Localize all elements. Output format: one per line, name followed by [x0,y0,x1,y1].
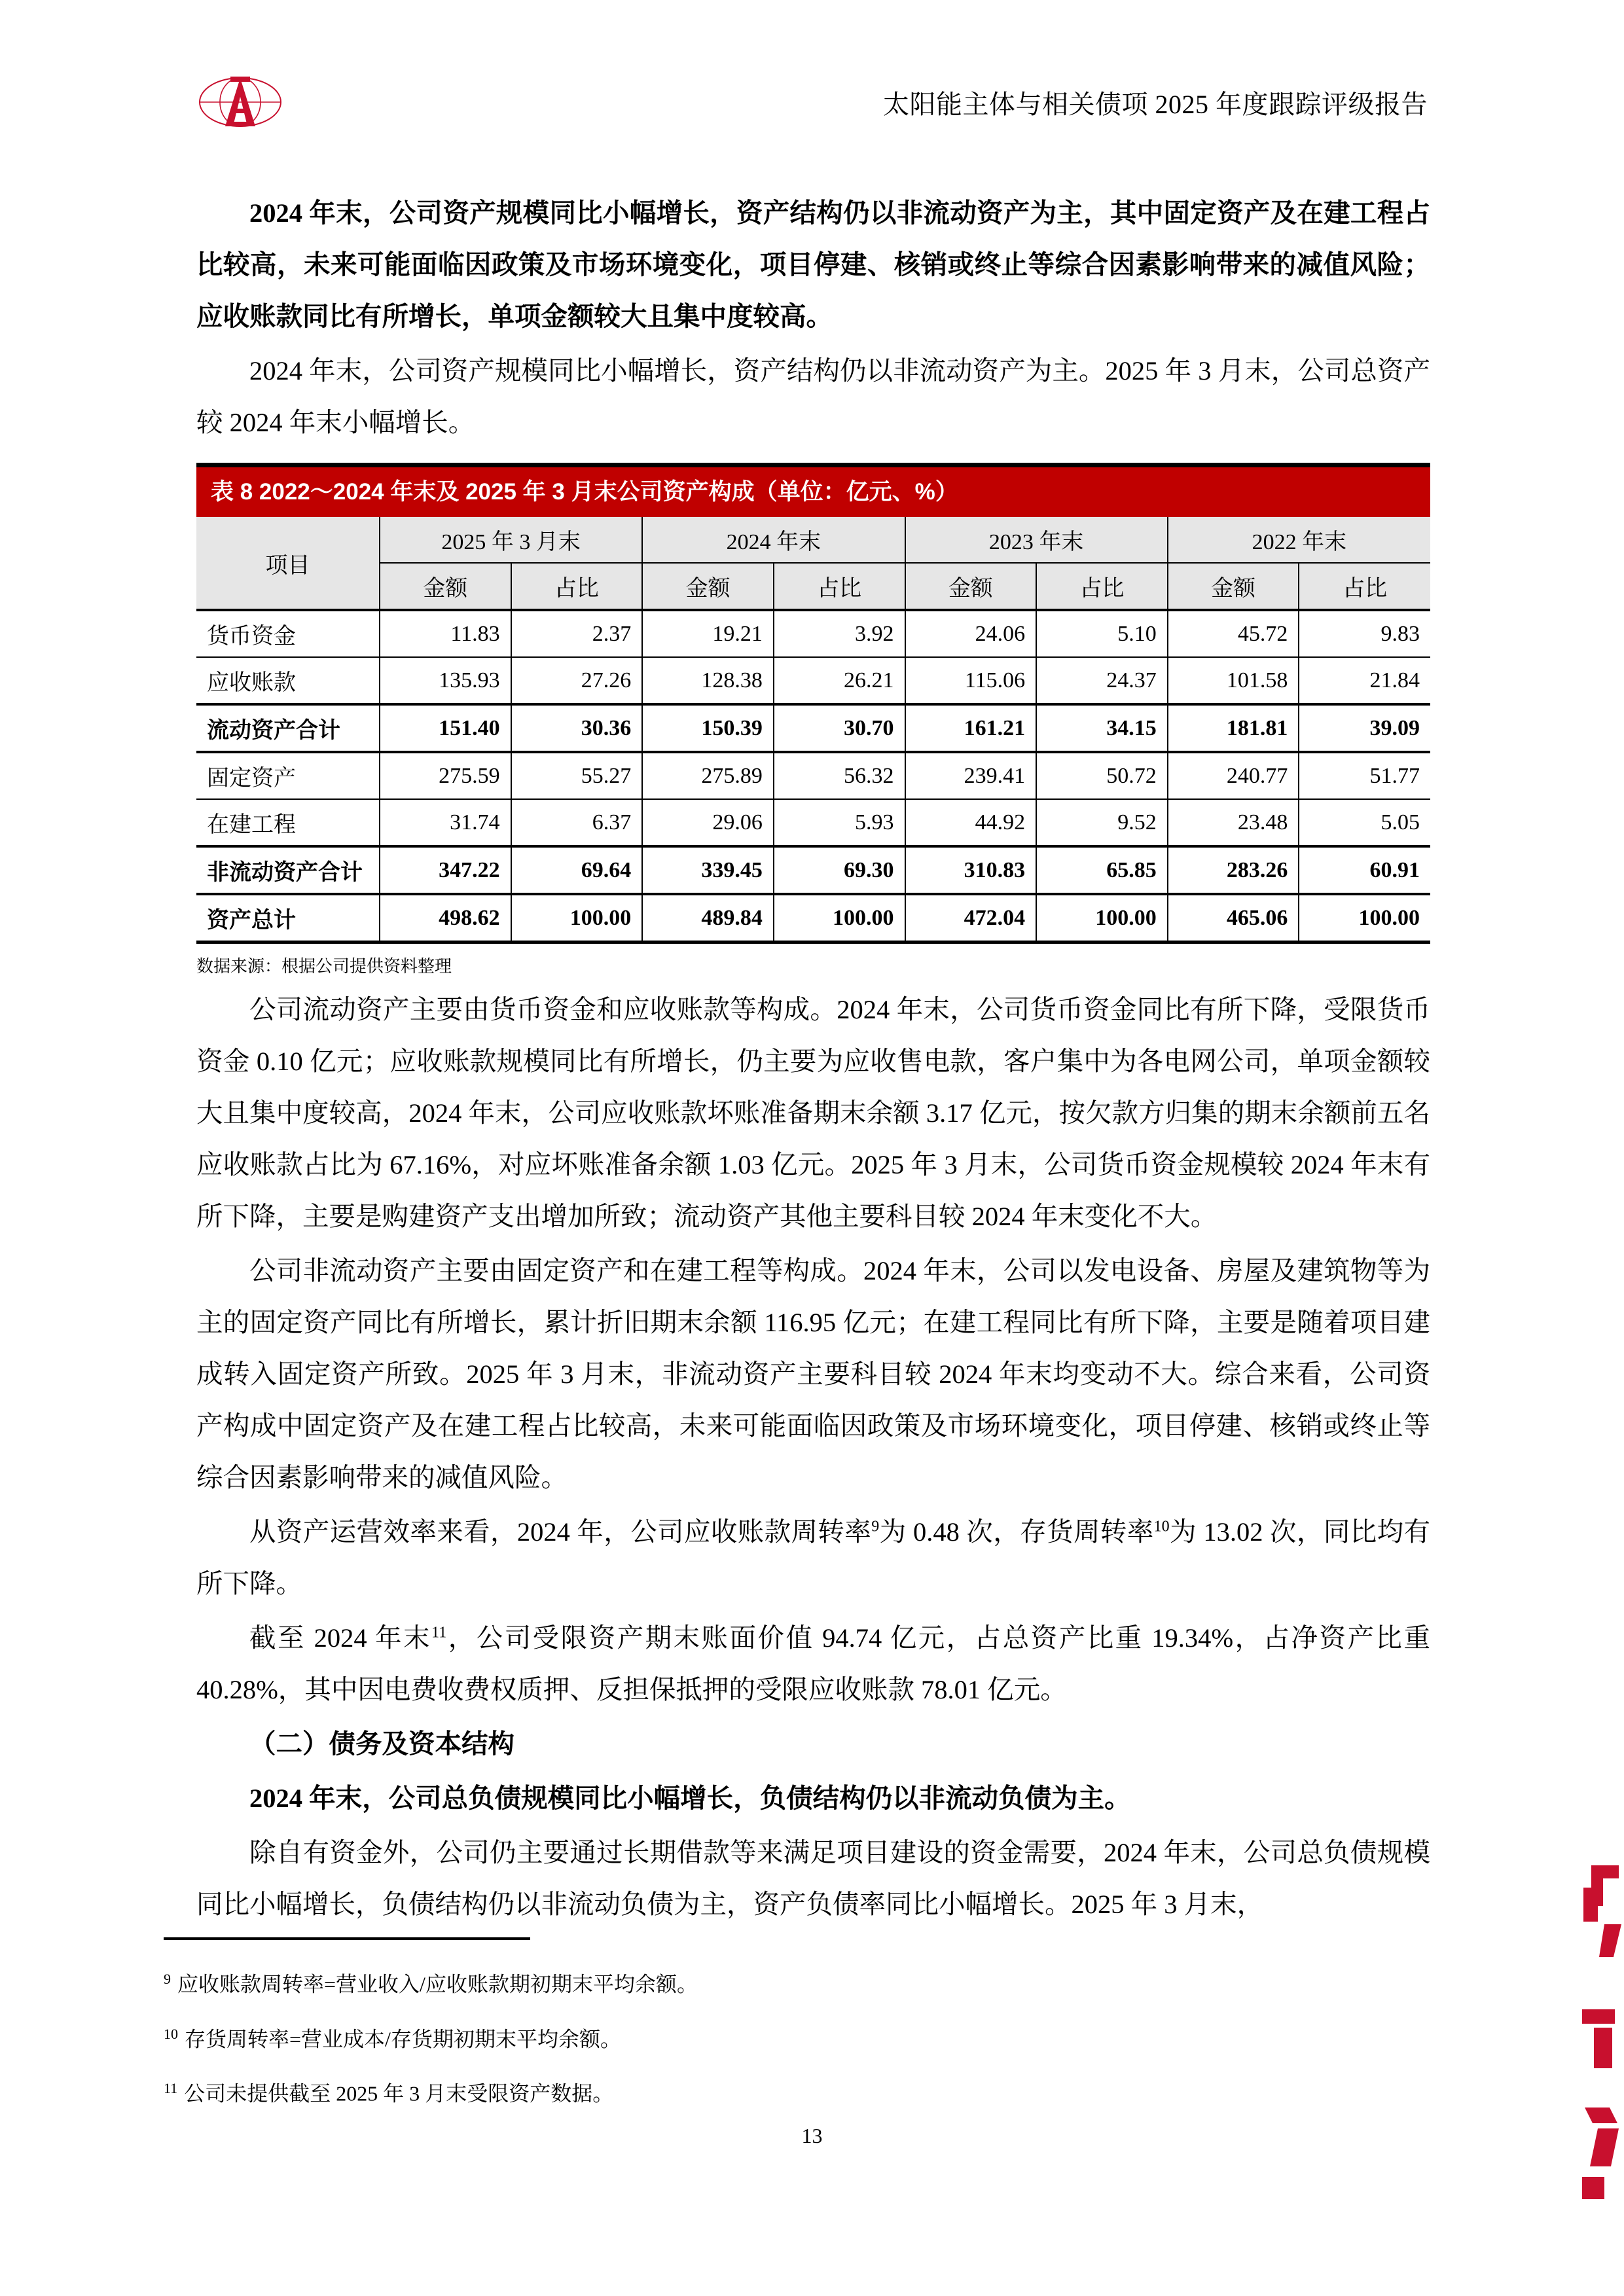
table-cell: 347.22 [380,846,511,894]
table-cell: 31.74 [380,799,511,846]
table-cell: 60.91 [1299,846,1430,894]
table-header-row-periods [196,517,1430,563]
table-cell: 9.83 [1299,610,1430,657]
footnote-ref-10[interactable]: 10 [1153,1518,1170,1535]
lead-bold-paragraph: 2024 年末，公司资产规模同比小幅增长，资产结构仍以非流动资产为主，其中固定资产及在建工程占比较高，未来可能面临因政策及市场环境变化，项目停建、核销或终止等综合因素影响带来的减值风险；应收账款同比有所增长，单项金额较大且集中度较高。 [196,198,1430,331]
table-cell: 19.21 [642,610,774,657]
table-subcol-share-1: 占比 [774,563,905,610]
table-col-period-3: 2022 年末 [1168,517,1430,563]
table-col-period-2: 2023 年末 [905,517,1168,563]
table-cell: 181.81 [1168,704,1299,752]
paragraph-1: 2024 年末，公司资产规模同比小幅增长，资产结构仍以非流动资产为主。2025 年 3 月末，公司总资产较 2024 年末小幅增长。 [196,356,1430,437]
paragraph-4-text-b: 为 0.48 次，存货周转率 [879,1517,1154,1547]
table-row [196,799,1430,846]
paragraph-2: 公司流动资产主要由货币资金和应收账款等构成。2024 年末，公司货币资金同比有所下降，受限货币资金 0.10 亿元；应收账款规模同比有所增长，仍主要为应收售电款，客户集中为各电网公司，单项金额较大且集中度较高，2024 年末，公司应收账款坏账准备期末余额 3.17 亿元，按欠款方归集的期末余额前五名应收账款占比为 67.16%，对应坏账准备余额 1.03 亿元。2025 年 3 月末，公司货币资金规模较 2024 年末有所下降，主要是购建资产支出增加所致；流动资产其他主要科目较 2024 年末变化不大。 [196,995,1430,1231]
footnote-item [164,1958,1440,2005]
table-cell: 101.58 [1168,657,1299,704]
table-cell: 27.26 [511,657,643,704]
table-cell: 6.37 [511,799,643,846]
table-cell: 100.00 [1036,894,1168,942]
paragraph-4 [196,1506,1430,1609]
table-row [196,894,1430,942]
table-row-label: 应收账款 [196,657,380,704]
table-row-label: 流动资产合计 [196,704,380,752]
table-cell: 5.05 [1299,799,1430,846]
table-cell: 100.00 [1299,894,1430,942]
table-cell: 100.00 [511,894,643,942]
table-cell: 39.09 [1299,704,1430,752]
table-subcol-share-2: 占比 [1036,563,1168,610]
table-source-note: 数据来源：根据公司提供资料整理 [196,957,452,976]
footnote-list [164,1958,1440,2115]
asset-composition-table-block [196,463,1430,977]
table-cell: 34.15 [1036,704,1168,752]
table-cell: 45.72 [1168,610,1299,657]
table-cell: 472.04 [905,894,1037,942]
table-cell: 151.40 [380,704,511,752]
table-cell: 5.10 [1036,610,1168,657]
table-cell: 100.00 [774,894,905,942]
table-cell: 128.38 [642,657,774,704]
table-cell: 283.26 [1168,846,1299,894]
table-cell: 239.41 [905,752,1037,799]
table-row-label: 固定资产 [196,752,380,799]
table-cell: 465.06 [1168,894,1299,942]
table-row [196,704,1430,752]
footnote-area [164,1937,1440,2123]
table-col-period-1: 2024 年末 [642,517,905,563]
table-cell: 29.06 [642,799,774,846]
page-header [196,63,1428,141]
table-cell: 51.77 [1299,752,1430,799]
table-cell: 3.92 [774,610,905,657]
table-cell: 5.93 [774,799,905,846]
footnote-text: 存货周转率=营业成本/存货期初期末平均余额。 [185,2027,621,2051]
footnote-ref-11[interactable]: 11 [431,1624,447,1641]
table-row-label: 货币资金 [196,610,380,657]
paragraph-5-text-b: ，公司受限资产期末账面价值 94.74 亿元，占总资产比重 19.34%，占净资产比重 40.28%，其中因电费收费权质押、反担保抵押的受限应收账款 78.01 亿元。 [196,1623,1430,1704]
company-logo-icon [196,69,285,135]
table-cell: 50.72 [1036,752,1168,799]
table-cell: 11.83 [380,610,511,657]
table-row [196,752,1430,799]
footnote-marker: 9 [164,1971,171,1987]
footnote-ref-9[interactable]: 9 [871,1518,880,1535]
footnote-text: 应收账款周转率=营业收入/应收账款期初期末平均余额。 [177,1972,698,1996]
table-cell: 240.77 [1168,752,1299,799]
table-subcol-amount-3: 金额 [1168,563,1299,610]
table-row [196,846,1430,894]
edge-decoration [1578,1859,1624,2225]
table-subcol-share-3: 占比 [1299,563,1430,610]
table-subcol-amount-0: 金额 [380,563,511,610]
table-cell: 30.36 [511,704,643,752]
table-cell: 65.85 [1036,846,1168,894]
table-cell: 115.06 [905,657,1037,704]
table-head [196,517,1430,610]
table-row [196,610,1430,657]
table-col-item: 项目 [196,517,380,610]
table-cell: 55.27 [511,752,643,799]
table-cell: 24.06 [905,610,1037,657]
table-cell: 69.64 [511,846,643,894]
table-row-label: 在建工程 [196,799,380,846]
footnote-marker: 11 [164,2080,178,2097]
page-number: 13 [801,2124,823,2147]
table-cell: 161.21 [905,704,1037,752]
paragraph-3: 公司非流动资产主要由固定资产和在建工程等构成。2024 年末，公司以发电设备、房屋及建筑物等为主的固定资产同比有所增长，累计折旧期末余额 116.95 亿元；在建工程同比有所下降，主要是随着项目建成转入固定资产所致。2025 年 3 月末，非流动资产主要科目较 2024 年末均变动不大。综合来看，公司资产构成中固定资产及在建工程占比较高，未来可能面临因政策及市场环境变化，项目停建、核销或终止等综合因素影响带来的减值风险。 [196,1256,1430,1492]
table-cell: 56.32 [774,752,905,799]
table-cell: 24.37 [1036,657,1168,704]
footnote-marker: 10 [164,2025,178,2042]
table-cell: 275.59 [380,752,511,799]
footnote-separator [164,1937,530,1940]
paragraph-4-text-c: 为 13.02 次，同比均有所下降。 [196,1517,1431,1598]
footnote-item [164,2013,1440,2060]
table-header-row-subcols [196,563,1430,610]
table-cell: 30.70 [774,704,905,752]
table-cell: 44.92 [905,799,1037,846]
table-cell: 2.37 [511,610,643,657]
table-title: 表 8 2022～2024 年末及 2025 年 3 月末公司资产构成（单位：亿元、%） [196,463,1430,517]
paragraph-5-text-a: 截至 2024 年末 [249,1623,432,1653]
main-content [196,187,1430,1933]
paragraph-4-text-a: 从资产运营效率来看，2024 年，公司应收账款周转率 [249,1517,872,1547]
paragraph-6: 除自有资金外，公司仍主要通过长期借款等来满足项目建设的资金需要，2024 年末，公司总负债规模同比小幅增长，负债结构仍以非流动负债为主，资产负债率同比小幅增长。2025 年 3 月末， [196,1838,1430,1919]
footnote-text: 公司未提供截至 2025 年 3 月末受限资产数据。 [184,2081,614,2106]
table-cell: 23.48 [1168,799,1299,846]
footnote-item [164,2068,1440,2115]
table-subcol-amount-1: 金额 [642,563,774,610]
section-heading-debt-capital-structure: （二）债务及资本结构 [249,1729,514,1759]
table-row-label: 资产总计 [196,894,380,942]
table-subcol-share-0: 占比 [511,563,643,610]
table-subcol-amount-2: 金额 [905,563,1037,610]
table-cell: 150.39 [642,704,774,752]
table-row-label: 非流动资产合计 [196,846,380,894]
table-cell: 339.45 [642,846,774,894]
table-cell: 69.30 [774,846,905,894]
asset-composition-table [196,517,1430,944]
table-cell: 21.84 [1299,657,1430,704]
lead-bold-paragraph-2: 2024 年末，公司总负债规模同比小幅增长，负债结构仍以非流动负债为主。 [249,1784,1131,1813]
table-cell: 489.84 [642,894,774,942]
table-cell: 275.89 [642,752,774,799]
table-col-period-0: 2025 年 3 月末 [380,517,642,563]
table-cell: 26.21 [774,657,905,704]
table-cell: 9.52 [1036,799,1168,846]
table-cell: 310.83 [905,846,1037,894]
table-cell: 498.62 [380,894,511,942]
table-body [196,610,1430,942]
header-title: 太阳能主体与相关债项 2025 年度跟踪评级报告 [883,89,1428,119]
paragraph-5 [196,1612,1430,1715]
table-row [196,657,1430,704]
table-cell: 135.93 [380,657,511,704]
